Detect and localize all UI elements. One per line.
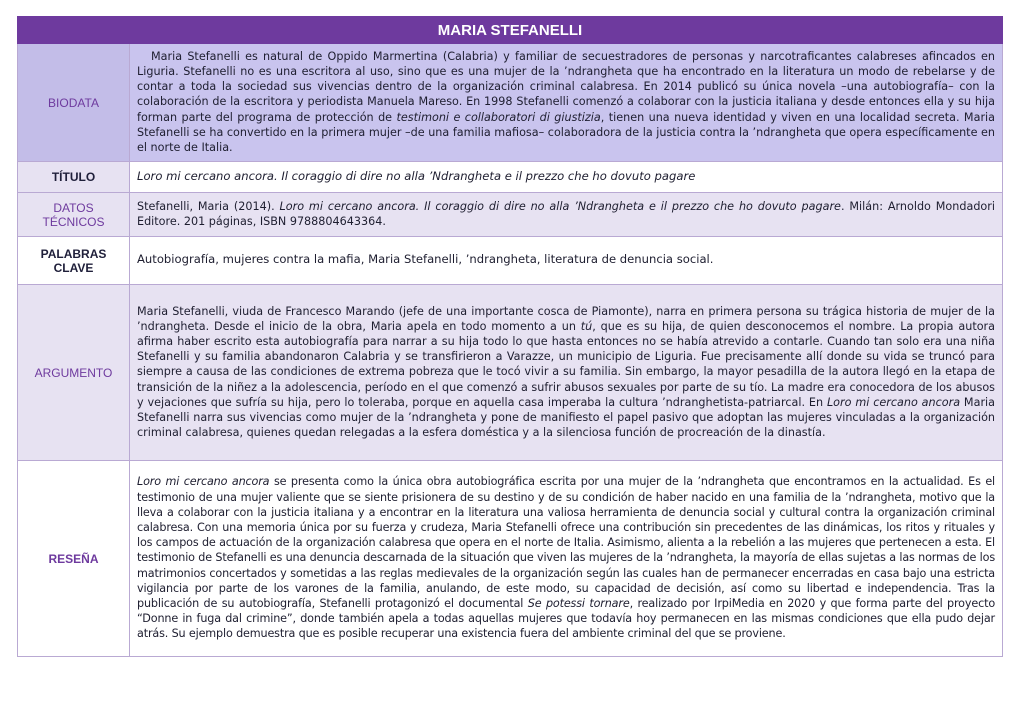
argumento-label: ARGUMENTO [18,285,130,461]
resena-text-part-a: se presenta como la única obra autobiográfica escrita por una mujer de la ’ndrangheta que encontramos en la actualidad. Es el testimonio de una mujer valiente que se siente prisionera de su destino y de su condición de haber nacido en una familia de la ’ndrangheta, motivo que la lleva a colaborar con la justicia italiana y a encontrar en la literatura una valiosa herramienta de denuncia social y cultural contra la organización criminal calabresa. Con una memoria única por su fuerza y crudeza, Maria Stefanelli ofrece una contribución sin precedentes de las dinámicas, los ritos y rituales y los campos de actuación de la organización calabresa que opera en el norte de Italia. Asimismo, alienta a la rebelión a las mujeres que pertenecen a esta. El testimonio de Stefanelli es una denuncia descarnada de la situación que viven las mujeres de la ’ndrangheta, la mayoría de ellas sujetas a las normas de los matrimonios concertados y sometidas a las reglas medievales de la organización según las cuales han de permanecer encerradas en casa bajo una estricta vigilancia por parte de los varones de la familia, anulando, de este modo, su capacidad de decisión, así como su libertad e independencia. Tras la publicación de su autobiografía, Stefanelli protagonizó el documental [137,475,996,610]
datos-row [18,193,1003,237]
review-table [17,16,1003,657]
biodata-text [130,44,1003,162]
biodata-text-part-a: Maria Stefanelli es natural de Oppido Marmertina (Calabria) y familiar de secuestradores de personas y narcotraficantes calabreses afincados en Liguria. Stefanelli no es una escritora al uso, sino que es una mujer de la ’ndrangheta que ha encontrado en la literatura un modo de rebelarse y de contar a toda la sociedad sus vivencias dentro de la organización criminal calabresa. En 2014 publicó su única novela –una autobiografía– con la colaboración de la escritora y periodista Manuela Mareso. En 1998 Stefanelli comenzó a colaborar con la justicia italiana y desde entonces ella y su hija forman parte del programa de protección de [137,49,996,124]
argumento-row [18,285,1003,461]
argumento-text-part-b: , que es su hija, de quien desconocemos el nombre. La propia autora afirma haber escrito esta autobiografía para narrar a su hija todo lo que hasta entonces no se había atrevido a contarle. Cuando tan solo era una niña Stefanelli y su familia abandonaron Calabria y se transfirieron a Varazze, un municipio de Liguria. Fue precisamente allí donde su vida se truncó para siempre a causa de las condiciones de extrema pobreza que le tocó vivir a su familia. Sin embargo, la mayor pesadilla de la autora llegó en la etapa de transición de la niñez a la adolescencia, período en el que comenzó a sufrir abusos sexuales por parte de su tío. La madre era conocedora de los abusos y vejaciones que sufría su hija, pero lo toleraba, porque en aquella casa imperaba la cultura ’ndranghetista-patriarcal. En [137,319,996,409]
biodata-label: BIODATA [18,44,130,162]
datos-label-line-1: DATOS [53,200,94,215]
palabras-row [18,237,1003,285]
resena-text-italic-2: Se potessi tornare [527,597,630,610]
datos-text-italic: Loro mi cercano ancora. Il coraggio di dire no alla ’Ndrangheta e il prezzo che ho dovuto pagare [279,199,841,213]
document-title: MARIA STEFANELLI [18,17,1003,44]
datos-text-part-b: . Milán: Arnoldo Mondadori Editore. 201 páginas, ISBN 9788804643364. [137,199,995,228]
argumento-text-part-c: Maria Stefanelli narra sus vivencias como mujer de la ’ndrangheta y pone de manifiesto el papel pasivo que adoptan las mujeres vinculadas a la organización criminal calabresa, quienes quedan relegadas a la esfera doméstica y a la silenciosa función de procreación de la dinastía. [137,395,996,440]
resena-text [130,461,1003,657]
titulo-label: TÍTULO [18,162,130,193]
titulo-text: Loro mi cercano ancora. Il coraggio di dire no alla ’Ndrangheta e il prezzo che ho dovuto pagare [130,162,1003,193]
resena-text-italic-1: Loro mi cercano ancora [137,475,270,489]
resena-row [18,461,1003,657]
biodata-row [18,44,1003,162]
palabras-label-line-2: CLAVE [53,260,94,275]
titulo-row [18,162,1003,193]
review-sheet [17,16,1002,657]
title-row [18,17,1003,44]
palabras-label-line-1: PALABRAS [40,246,107,261]
biodata-text-part-b: , tienen una nueva identidad y viven en una localidad secreta. Maria Stefanelli se ha convertido en la primera mujer –de una familia mafiosa– colaboradora de la justicia contra la ’ndrangheta que opera específicamente en el norte de Italia. [137,110,996,154]
datos-label [18,193,130,237]
datos-text [130,193,1003,237]
argumento-text-italic-1: tú [580,319,593,333]
biodata-text-italic: testimoni e collaboratori di giustizia [396,110,601,124]
palabras-label [18,237,130,285]
argumento-text [130,285,1003,461]
datos-text-part-a: Stefanelli, Maria (2014). [137,199,280,213]
argumento-text-part-a: Maria Stefanelli, viuda de Francesco Marando (jefe de una importante cosca de Piamonte), narra en primera persona su trágica historia de mujer de la ’ndrangheta. Desde el inicio de la obra, Maria apela en todo momento a un [137,304,996,333]
resena-text-part-b: , realizado por IrpiMedia en 2020 y que forma parte del proyecto “Donne in fuga dal crimine”, donde también apela a todas aquellas mujeres que todavía hoy permanecen en las mismas condiciones que ella pudo dejar atrás. Su ejemplo demuestra que es posible recuperar una existencia fuera del ambiente criminal del que se proviene. [137,597,996,641]
palabras-text: Autobiografía, mujeres contra la mafia, Maria Stefanelli, ’ndrangheta, literatura de denuncia social. [130,237,1003,285]
datos-label-line-2: TÉCNICOS [42,214,105,229]
argumento-text-italic-2: Loro mi cercano ancora [826,395,961,409]
resena-label: RESEÑA [18,461,130,657]
